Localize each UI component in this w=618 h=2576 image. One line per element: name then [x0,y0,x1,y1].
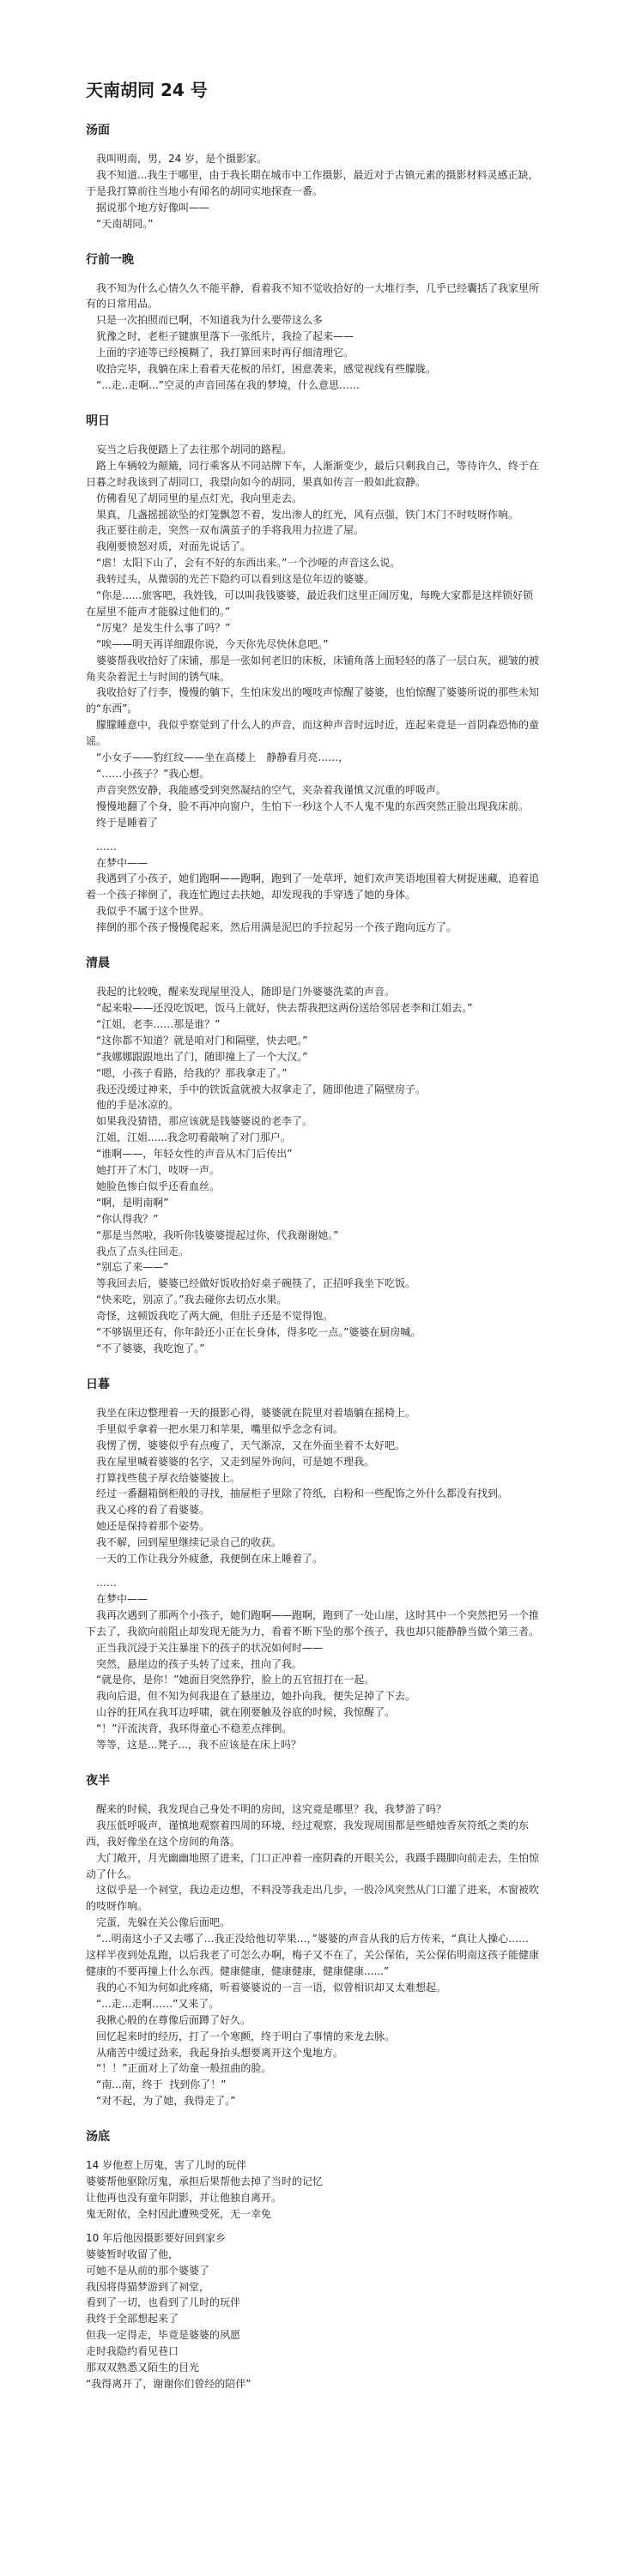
paragraph: 路上车辆较为颠簸，同行乘客从不同站牌下车，人渐渐变少，最后只剩我自己，等待许久，终于在日暮之时我该到了胡同口，我望向如今的胡同，果真如传言一般如此寂静。 [86,459,540,488]
paragraph: 在梦中—— [86,1592,148,1605]
section-0 [86,122,539,232]
paragraph: “南...南，终于 找到你了！” [86,2078,227,2091]
paragraph: 仿佛看见了胡同里的星点灯光，我向里走去。 [86,492,303,504]
paragraph: …… [86,1576,118,1589]
paragraph: 上面的字迹等已经模糊了，我打算回来时再仔细清理它。 [86,347,354,359]
paragraph: 我的心不知为何如此疼痛，听着婆婆说的一言一语，似曾相识却又太难想起。 [86,1981,447,1994]
paragraph: 那双双熟悉又陌生的目光 [86,2362,200,2374]
paragraph: 只是一次拍照而已啊，不知道我为什么要带这么多 [86,314,324,327]
section-heading: 明日 [86,413,110,428]
paragraph: “别忘了来——” [86,1261,169,1274]
paragraph: 我在屋里喊着婆婆的名字，又走到屋外询问，可是她不理我。 [86,1455,375,1468]
paragraph: 手里似乎拿着一把水果刀和苹果，嘴里似乎念念有词。 [86,1422,344,1435]
paragraph: 我因将得猫梦游到了祠堂， [86,2280,210,2293]
paragraph: 奇怪，这顿饭我吃了两大碗，但肚子还是不觉得饱。 [86,1310,334,1323]
paragraph: 江姐，江姐......我念叨着敲响了对门那户。 [86,1131,291,1144]
paragraph: “对不起，为了她，我得走了。” [86,2095,236,2108]
paragraph: 我压低呼吸声，谨慎地观察着四周的环境，经过观察，我发现周围都是些蜡烛香灰符纸之类的东西，我好像坐在这个房间的角落。 [86,1819,530,1848]
paragraph: “我娜娜跟跟地出了门，随即撞上了一个大汉。” [86,1050,308,1063]
paragraph: 可她不是从前的那个婆婆了 [86,2264,210,2277]
section-2 [86,413,539,936]
paragraph [86,1567,539,1575]
paragraph: 收拾完毕，我躺在床上看着天花板的吊灯，困意袭来，感觉视线有些朦胧。 [86,363,437,376]
paragraph: 据说那个地方好像叫—— [86,201,210,214]
paragraph: 一天的工作让我分外疲惫，我便倒在床上睡着了。 [86,1553,324,1566]
paragraph: 我起的比较晚，醒来发现屋里没人，随即是门外婆婆洗菜的声音。 [86,986,396,998]
paragraph: 婆婆暂时收留了他， [86,2247,179,2260]
paragraph: “我得离开了，谢谢你们曾经的陪伴” [86,2377,251,2390]
paragraph: 果真，几盏摇摇欲坠的灯笼飘忽不着，发出渗人的红光，风有点强，铁门木门不时吱呀作响。 [86,508,519,521]
paragraph: 她脸色惨白似乎还看血丝。 [86,1179,221,1192]
paragraph: “唉——明天再详细跟你说，今天你先尽快休息吧。” [86,637,329,650]
paragraph: 经过一番翻箱倒柜般的寻找，抽屉柜子里除了符纸，白粉和一些配饰之外什么都没有找到。 [86,1487,509,1500]
paragraph: 我遇到了小孩子，她们跑啊——跑啊，跑到了一处草坪，她们欢声笑语地围着大树捉迷藏，追着追着一个孩子摔倒了，我连忙跑过去扶她，却发现我的手穿透了她的身体。 [86,872,540,902]
paragraph: 但我一定得走，毕竟是婆婆的夙愿 [86,2329,241,2342]
section-text [86,281,539,394]
paragraph: 终于是睡着了 [86,816,159,829]
paragraph: 打算找些毯子厚衣给婆婆披上。 [86,1471,241,1484]
paragraph: 我不解，回到屋里继续记录自己的收获。 [86,1536,282,1549]
section-heading: 汤面 [86,124,110,137]
paragraph: 朦朦睡意中，我似乎察觉到了什么人的声音，而这种声音时远时近，连起来竟是一首阴森恐怖的童谣。 [86,719,540,748]
section-heading: 清晨 [86,956,110,971]
paragraph: 等等，这是...凳子...，我不应该是在床上吗？ [86,1739,301,1752]
paragraph: 10 年后他因摄影要好回到家乡 [86,2231,227,2244]
paragraph: 摔倒的那个孩子慢慢爬起来，然后用满是泥巴的手拉起另一个孩子跑向远方了。 [86,921,457,934]
paragraph: “那是当然啦，我听你钱婆婆提起过你，代我谢谢她。” [86,1228,339,1241]
paragraph: “小女子——豹红纹——坐在高楼上 静静看月亮……， [86,751,349,764]
paragraph: “就是你，是你！”她面目突然狰狞，脸上的五官扭打在一起。 [86,1674,375,1686]
paragraph: 我正要往前走，突然一双布满茧子的手将我用力拉进了屋。 [86,524,365,537]
paragraph: …… [86,840,118,853]
paragraph: 让他再也没有童年阴影，并让他独自离开。 [86,2191,282,2204]
paragraph: “！”汗流浃背，我环得童心不稳差点摔倒。 [86,1722,293,1735]
paragraph: 我刚要愤怒对质，对面先说话了。 [86,540,251,553]
paragraph [86,831,539,839]
paragraph: “……小孩子？”我心想。 [86,768,210,780]
paragraph: 我叫明南，男，24 岁，是个摄影家。 [86,153,268,165]
section-5 [86,1772,539,2109]
section-heading: 夜半 [86,1773,110,1788]
paragraph: “...明南这小子又去哪了…我正没给他切苹果…，”婆婆的声音从我的后方传来，“真让人操心……这样半夜到处乱跑，以后我老了可怎么办啊，梅子又不在了，关公保佑，关公保佑明南这孩子能健康健康的不要再撞上什么东西。健康健康，健康健康，健康健康......” [86,1933,540,1977]
section-heading: 行前一晚 [86,252,134,267]
paragraph: 大门敞开，月光幽幽地照了进来，门口正冲着一座阴森的开眼关公，我蹑手蹑脚向前走去，生怕惊动了什么。 [86,1851,540,1880]
section-heading: 日暮 [86,1377,110,1391]
paragraph: 完蛋，先躲在关公像后面吧。 [86,1916,231,1929]
paragraph [86,2223,539,2230]
paragraph: “快来吃，别凉了。”我去碰你去切点水果。 [86,1294,288,1306]
paragraph: 在梦中—— [86,856,148,869]
paragraph: 突然，悬崖边的孩子头转了过来，扭向了我。 [86,1657,303,1670]
section-text [86,151,539,232]
paragraph: 醒来的时候，我发现自己身处不明的房间，这究竟是哪里？我，我梦游了吗？ [86,1802,447,1815]
paragraph: 犹豫之时，老柜子键旗里落下一张纸片，我捡了起来—— [86,330,354,343]
paragraph: “...走..走啊...”空灵的声音回荡在我的梦境，什么意思…… [86,378,360,391]
paragraph: 我似乎不属于这个世界。 [86,905,210,918]
paragraph: 我坐在床边整理着一天的摄影心得，婆婆就在院里对着墙躺在摇椅上。 [86,1406,416,1419]
section-heading: 汤底 [86,2130,110,2145]
paragraph: 等我回去后，婆婆已经做好饭收拾好桌子碗筷了，正招呼我坐下吃饭。 [86,1277,416,1290]
document-title: 天南胡同 24 号 [86,80,208,100]
paragraph: “虐！太阳下山了，会有不好的东西出来。”一个沙哑的声音这么说。 [86,557,401,570]
paragraph: 我不知道...我生于哪里，由于我长期在城市中工作摄影，最近对于古镇元素的摄影材料灵感正缺，于是我打算前往当地小有闻名的胡同实地探查一番。 [86,168,539,197]
paragraph: “不够锅里还有，你年龄还小正在长身体，得多吃一点。”婆婆在厨房喊。 [86,1326,421,1339]
paragraph: 看到了一切，也看到了儿时的玩伴 [86,2296,241,2309]
paragraph: 我不知为什么心情久久不能平静，看着我不知不觉收拾好的一大堆行李，几乎已经囊括了我家里所有的日常用品。 [86,281,540,311]
section-text [86,2157,539,2392]
paragraph: 14 岁他惹上厉鬼，害了儿时的玩伴 [86,2159,247,2172]
paragraph: 回忆起来时的经历，打了一个寒颤，终于明白了事情的来龙去脉。 [86,2030,396,2042]
paragraph: 她打开了木门，吱呀一声。 [86,1164,221,1177]
paragraph: 山谷的狂风在我耳边呼啸，就在刚要触及谷底的时候，我惊醒了。 [86,1706,396,1719]
paragraph: “嗯，小孩子看路，给我的？那我拿走了。” [86,1066,288,1079]
section-3 [86,955,539,1357]
paragraph: “起来啦——还没吃饭吧，饭马上就好，快去帮我把这两份送给邻居老李和江姐去。” [86,1001,473,1014]
paragraph: 我点了点头往回走。 [86,1245,190,1258]
paragraph: 我愣了愣，婆婆似乎有点瘦了，天气渐凉，又在外面坐着不太好吧。 [86,1439,406,1451]
paragraph: “你是......旅客吧，我姓钱，可以叫我钱婆婆，最近我们这里正闹厉鬼，每晚大家都是这样锁好锁在屋里不能声才能躲过他们的。” [86,589,534,618]
paragraph: 妄当之后我便踏上了去往那个胡同的路程。 [86,443,293,455]
section-6 [86,2128,539,2392]
paragraph: “！！”正面对上了幼童一般扭曲的脸。 [86,2062,272,2075]
paragraph: 我向后退，但不知为何我退在了悬崖边，她扑向我，便失足掉了下去。 [86,1690,416,1703]
paragraph: 我收拾好了行李，慢慢的躺下，生怕床发出的嘎吱声惊醒了婆婆，也怕惊醒了婆婆所说的那些未知的“东西”。 [86,686,540,715]
paragraph: 声音突然安静，我能感受到突然凝结的空气，夹杂着我谨慎又沉重的呼吸声。 [86,783,447,796]
paragraph: 如果我没猜错，那应该就是钱婆婆说的老李了。 [86,1115,313,1128]
document-body [86,122,539,2392]
section-text [86,1801,539,2109]
paragraph: 他的手是冰凉的。 [86,1099,179,1112]
paragraph: 走时我隐约看见巷口 [86,2345,179,2358]
section-text [86,984,539,1357]
paragraph: 我转过头，从微弱的光芒下隐约可以看到这是位年迈的婆婆。 [86,573,375,586]
paragraph: “谁啊——，年轻女性的声音从木门后传出” [86,1148,293,1161]
section-text [86,442,539,936]
paragraph: 从痛苦中缓过劲来，我起身抬头想要离开这个鬼地方。 [86,2046,344,2059]
paragraph: 我再次遇到了那两个小孩子，她们跑啊——跑啊，跑到了一处山崖，这时其中一个突然把另一个推下去了，我欲向前阻止却发现无能为力，看着不断下坠的那个孩子，我也却只能静静当做个第三者。 [86,1608,540,1638]
paragraph: “厉鬼？是发生什么事了吗？” [86,621,231,634]
paragraph: 我终于全部想起来了 [86,2313,179,2326]
paragraph: “江姐，老李……那是谁？” [86,1017,221,1030]
paragraph: 我还没缓过神来，手中的铁饭盒就被大叔拿走了，随即他进了隔壁房子。 [86,1083,427,1095]
paragraph: “这你都不知道？就是咱对门和隔壁，快去吧。” [86,1034,308,1047]
section-1 [86,251,539,394]
paragraph: 正当我沉浸于关注暴崖下的孩子的状况如何时—— [86,1641,324,1654]
paragraph: 婆婆帮我收拾好了床铺，那是一张如何老旧的床板，床铺角落上面轻轻的落了一层白灰，褪皱的被角夹杂着泥土与时间的锈气味。 [86,654,540,683]
paragraph: 这似乎是一个祠堂，我边走边想，不料没等我走出几步，一股冷风突然从门口灌了进来，木窗被吹的吱呀作响。 [86,1884,540,1913]
paragraph: “...走...走啊……”又来了。 [86,1997,220,2010]
paragraph: 我揪心般的在尊像后面蹲了好久。 [86,2013,251,2026]
paragraph: 鬼无附依，全村因此遭殃受死，无一幸免 [86,2207,272,2220]
paragraph: “天南胡同。” [86,217,154,230]
section-4 [86,1376,539,1753]
paragraph: 婆婆帮他驱除厉鬼，承担后果帮他去掉了当时的记忆 [86,2175,324,2188]
paragraph: “不了婆婆，我吃饱了。” [86,1342,205,1354]
paragraph: “你认得我？” [86,1212,159,1225]
paragraph: 她还是保持着那个姿势。 [86,1520,210,1533]
paragraph: “啊，是明南啊” [86,1196,169,1209]
paragraph: 慢慢地翻了个身，脸不再冲向窗户，生怕下一秒这个人不人鬼不鬼的东西突然正脸出现我床前。 [86,799,530,812]
section-text [86,1405,539,1753]
paragraph: 我又心疼的看了看婆婆。 [86,1504,210,1517]
